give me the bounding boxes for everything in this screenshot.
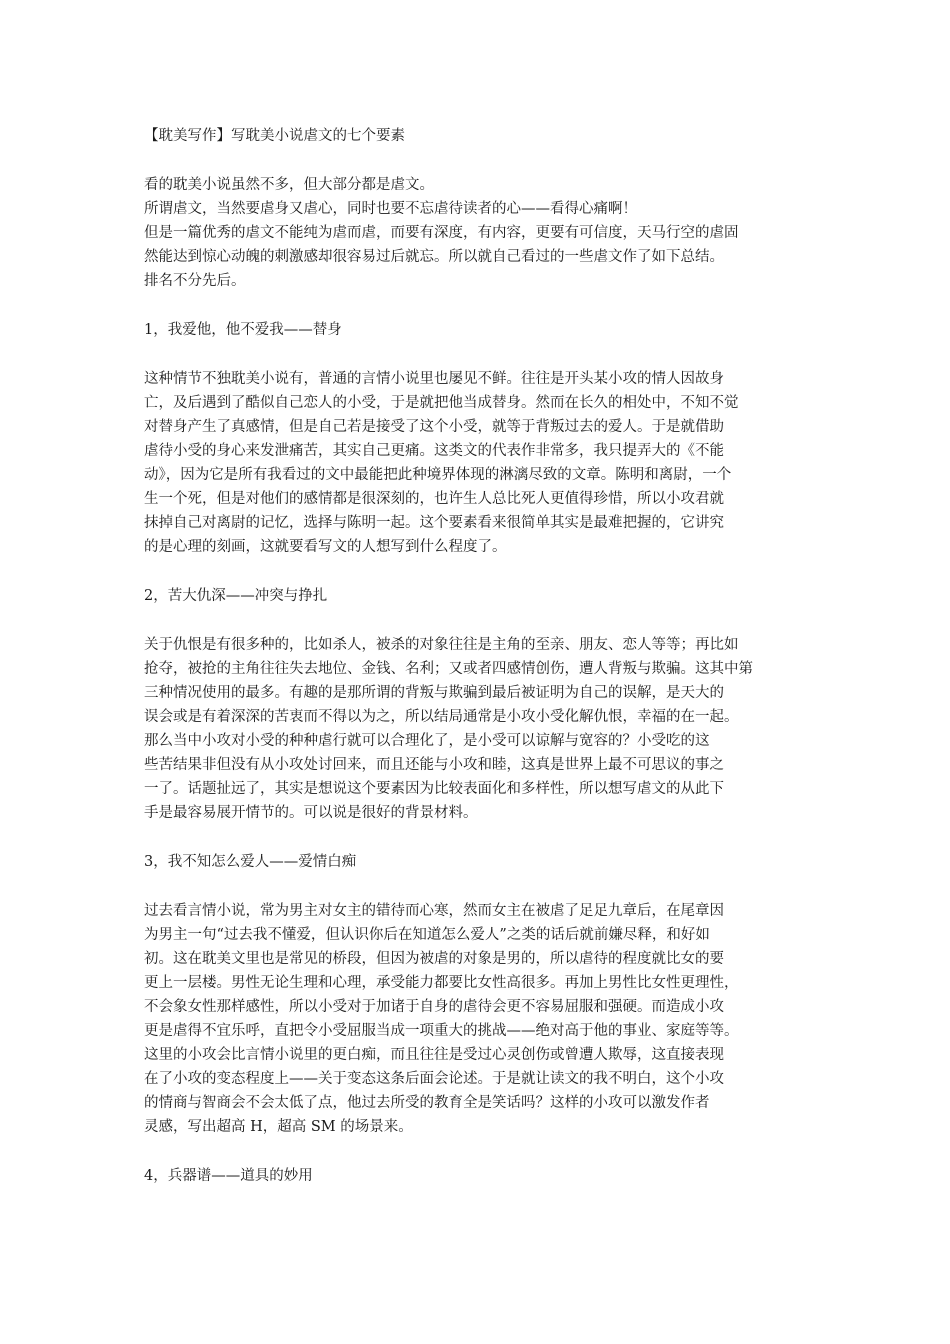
spacer bbox=[144, 293, 808, 318]
spacer bbox=[144, 1139, 808, 1164]
spacer bbox=[144, 825, 808, 850]
document-page bbox=[144, 124, 808, 1188]
paragraph-line: 抢夺，被抢的主角往往失去地位、金钱、名利；又或者四感情创伤，遭人背叛与欺骗。这其中第 bbox=[144, 661, 753, 677]
paragraph-line: 三种情况使用的最多。有趣的是那所谓的背叛与欺骗到最后被证明为自己的误解，是天大的 bbox=[144, 685, 724, 701]
document-title: 【耽美写作】写耽美小说虐文的七个要素 bbox=[144, 128, 405, 144]
spacer bbox=[144, 608, 808, 633]
paragraph-line: 的是心理的刻画，这就要看写文的人想写到什么程度了。 bbox=[144, 539, 507, 555]
intro-line: 所谓虐文，当然要虐身又虐心，同时也要不忘虐待读者的心——看得心痛啊！ bbox=[144, 201, 637, 217]
paragraph-line: 更是虐得不宜乐呼，直把令小受屈服当成一项重大的挑战——绝对高于他的事业、家庭等等。 bbox=[144, 1023, 739, 1039]
paragraph-line: 对替身产生了真感情，但是自己若是接受了这个小受，就等于背叛过去的爱人。于是就借助 bbox=[144, 419, 724, 435]
intro-line: 但是一篇优秀的虐文不能纯为虐而虐，而要有深度，有内容，更要有可信度，天马行空的虐固 bbox=[144, 225, 739, 241]
section-heading: 4，兵器谱——道具的妙用 bbox=[144, 1168, 313, 1184]
paragraph-line: 为男主一句“过去我不懂爱，但认识你后在知道怎么爱人”之类的话后就前嫌尽释，和好如 bbox=[144, 927, 710, 943]
paragraph-line: 抹掉自己对离尉的记忆，选择与陈明一起。这个要素看来很简单其实是最难把握的，它讲究 bbox=[144, 515, 724, 531]
paragraph-line: 亡，及后遇到了酷似自己恋人的小受，于是就把他当成替身。然而在长久的相处中，不知不觉 bbox=[144, 395, 739, 411]
section-paragraph bbox=[144, 899, 808, 1139]
paragraph-line: 动》，因为它是所有我看过的文中最能把此种境界体现的淋漓尽致的文章。陈明和离尉，一个 bbox=[144, 467, 732, 483]
paragraph-line: 不会象女性那样感性，所以小受对于加诸于自身的虐待会更不容易屈服和强硬。而造成小攻 bbox=[144, 999, 724, 1015]
paragraph-line: 过去看言情小说，常为男主对女主的错待而心寒，然而女主在被虐了足足九章后，在尾章因 bbox=[144, 903, 724, 919]
paragraph-line: 这种情节不独耽美小说有，普通的言情小说里也屡见不鲜。往往是开头某小攻的情人因故身 bbox=[144, 371, 724, 387]
section-paragraph bbox=[144, 633, 808, 825]
section-heading: 3，我不知怎么爱人——爱情白痴 bbox=[144, 854, 357, 870]
section-paragraph bbox=[144, 367, 808, 559]
paragraph-line: 初。这在耽美文里也是常见的桥段，但因为被虐的对象是男的，所以虐待的程度就比女的要 bbox=[144, 951, 724, 967]
paragraph-line: 一了。话题扯远了，其实是想说这个要素因为比较表面化和多样性，所以想写虐文的从此下 bbox=[144, 781, 724, 797]
paragraph-line: 手是最容易展开情节的。可以说是很好的背景材料。 bbox=[144, 805, 478, 821]
section-heading: 1，我爱他，他不爱我——替身 bbox=[144, 322, 342, 338]
paragraph-line: 的情商与智商会不会太低了点，他过去所受的教育全是笑话吗？这样的小攻可以激发作者 bbox=[144, 1095, 710, 1111]
spacer bbox=[144, 342, 808, 367]
paragraph-line: 灵感，写出超高 H，超高 SM 的场景来。 bbox=[144, 1119, 413, 1135]
intro-line: 排名不分先后。 bbox=[144, 273, 246, 289]
spacer bbox=[144, 874, 808, 899]
intro-paragraph bbox=[144, 173, 808, 293]
paragraph-line: 在了小攻的变态程度上——关于变态这条后面会论述。于是就让读文的我不明白，这个小攻 bbox=[144, 1071, 724, 1087]
paragraph-line: 误会或是有着深深的苦衷而不得以为之，所以结局通常是小攻小受化解仇恨，幸福的在一起。 bbox=[144, 709, 739, 725]
paragraph-line: 生一个死，但是对他们的感情都是很深刻的，也许生人总比死人更值得珍惜，所以小攻君就 bbox=[144, 491, 724, 507]
paragraph-line: 虐待小受的身心来发泄痛苦，其实自己更痛。这类文的代表作非常多，我只提弄大的《不能 bbox=[144, 443, 724, 459]
intro-line: 看的耽美小说虽然不多，但大部分都是虐文。 bbox=[144, 177, 434, 193]
paragraph-line: 更上一层楼。男性无论生理和心理，承受能力都要比女性高很多。再加上男性比女性更理性， bbox=[144, 975, 739, 991]
section-heading: 2，苦大仇深——冲突与挣扎 bbox=[144, 588, 328, 604]
paragraph-line: 些苦结果非但没有从小攻处讨回来，而且还能与小攻和睦，这真是世界上最不可思议的事之 bbox=[144, 757, 724, 773]
spacer bbox=[144, 148, 808, 173]
paragraph-line: 关于仇恨是有很多种的，比如杀人，被杀的对象往往是主角的至亲、朋友、恋人等等；再比如 bbox=[144, 637, 739, 653]
intro-line: 然能达到惊心动魄的刺激感却很容易过后就忘。所以就自己看过的一些虐文作了如下总结。 bbox=[144, 249, 724, 265]
spacer bbox=[144, 559, 808, 584]
paragraph-line: 这里的小攻会比言情小说里的更白痴，而且往往是受过心灵创伤或曾遭人欺辱，这直接表现 bbox=[144, 1047, 724, 1063]
paragraph-line: 那么当中小攻对小受的种种虐行就可以合理化了，是小受可以谅解与宽容的？小受吃的这 bbox=[144, 733, 710, 749]
